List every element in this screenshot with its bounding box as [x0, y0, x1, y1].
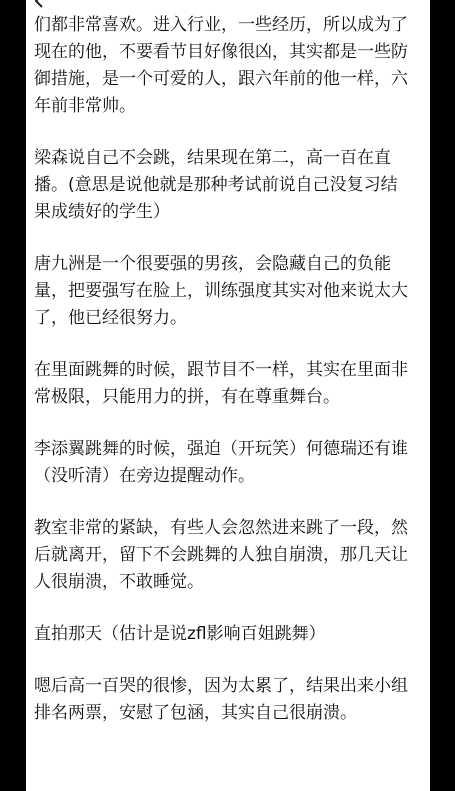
paragraph: 嗯后高一百哭的很惨，因为太累了，结果出来小组排名两票，安慰了包涵，其实自己很崩溃。: [34, 676, 408, 723]
paragraph: 们都非常喜欢。进入行业，一些经历，所以成为了现在的他，不要看节目好像很凶，其实都是一些防御措施，是一个可爱的人，跟六年前的他一样，六年前非常帅。: [34, 15, 408, 116]
paragraph: 李添翼跳舞的时候，强迫（开玩笑）何德瑞还有谁（没听清）在旁边提醒动作。: [34, 439, 408, 486]
paragraph: 梁森说自己不会跳，结果现在第二，高一百在直播。(意思是说他就是那种考试前说自己没复习结果成绩好的学生）: [34, 148, 398, 222]
paragraph: 在里面跳舞的时候，跟节目不一样，其实在里面非常极限，只能用力的拼，有在尊重舞台。: [34, 360, 408, 407]
chevron-left-icon[interactable]: [32, 0, 46, 8]
article-body: [34, 16, 414, 752]
paragraph: 直拍那天（估计是说zfl影响百姐跳舞）: [34, 624, 326, 644]
paragraph: 教室非常的紧缺，有些人会忽然进来跳了一段，然后就离开，留下不会跳舞的人独自崩溃，那几天让人很崩溃，不敢睡觉。: [34, 518, 408, 592]
paragraph: 唐九洲是一个很要强的男孩，会隐藏自己的负能量，把要强写在脸上，训练强度其实对他来说太大了，他已经很努力。: [34, 254, 408, 328]
